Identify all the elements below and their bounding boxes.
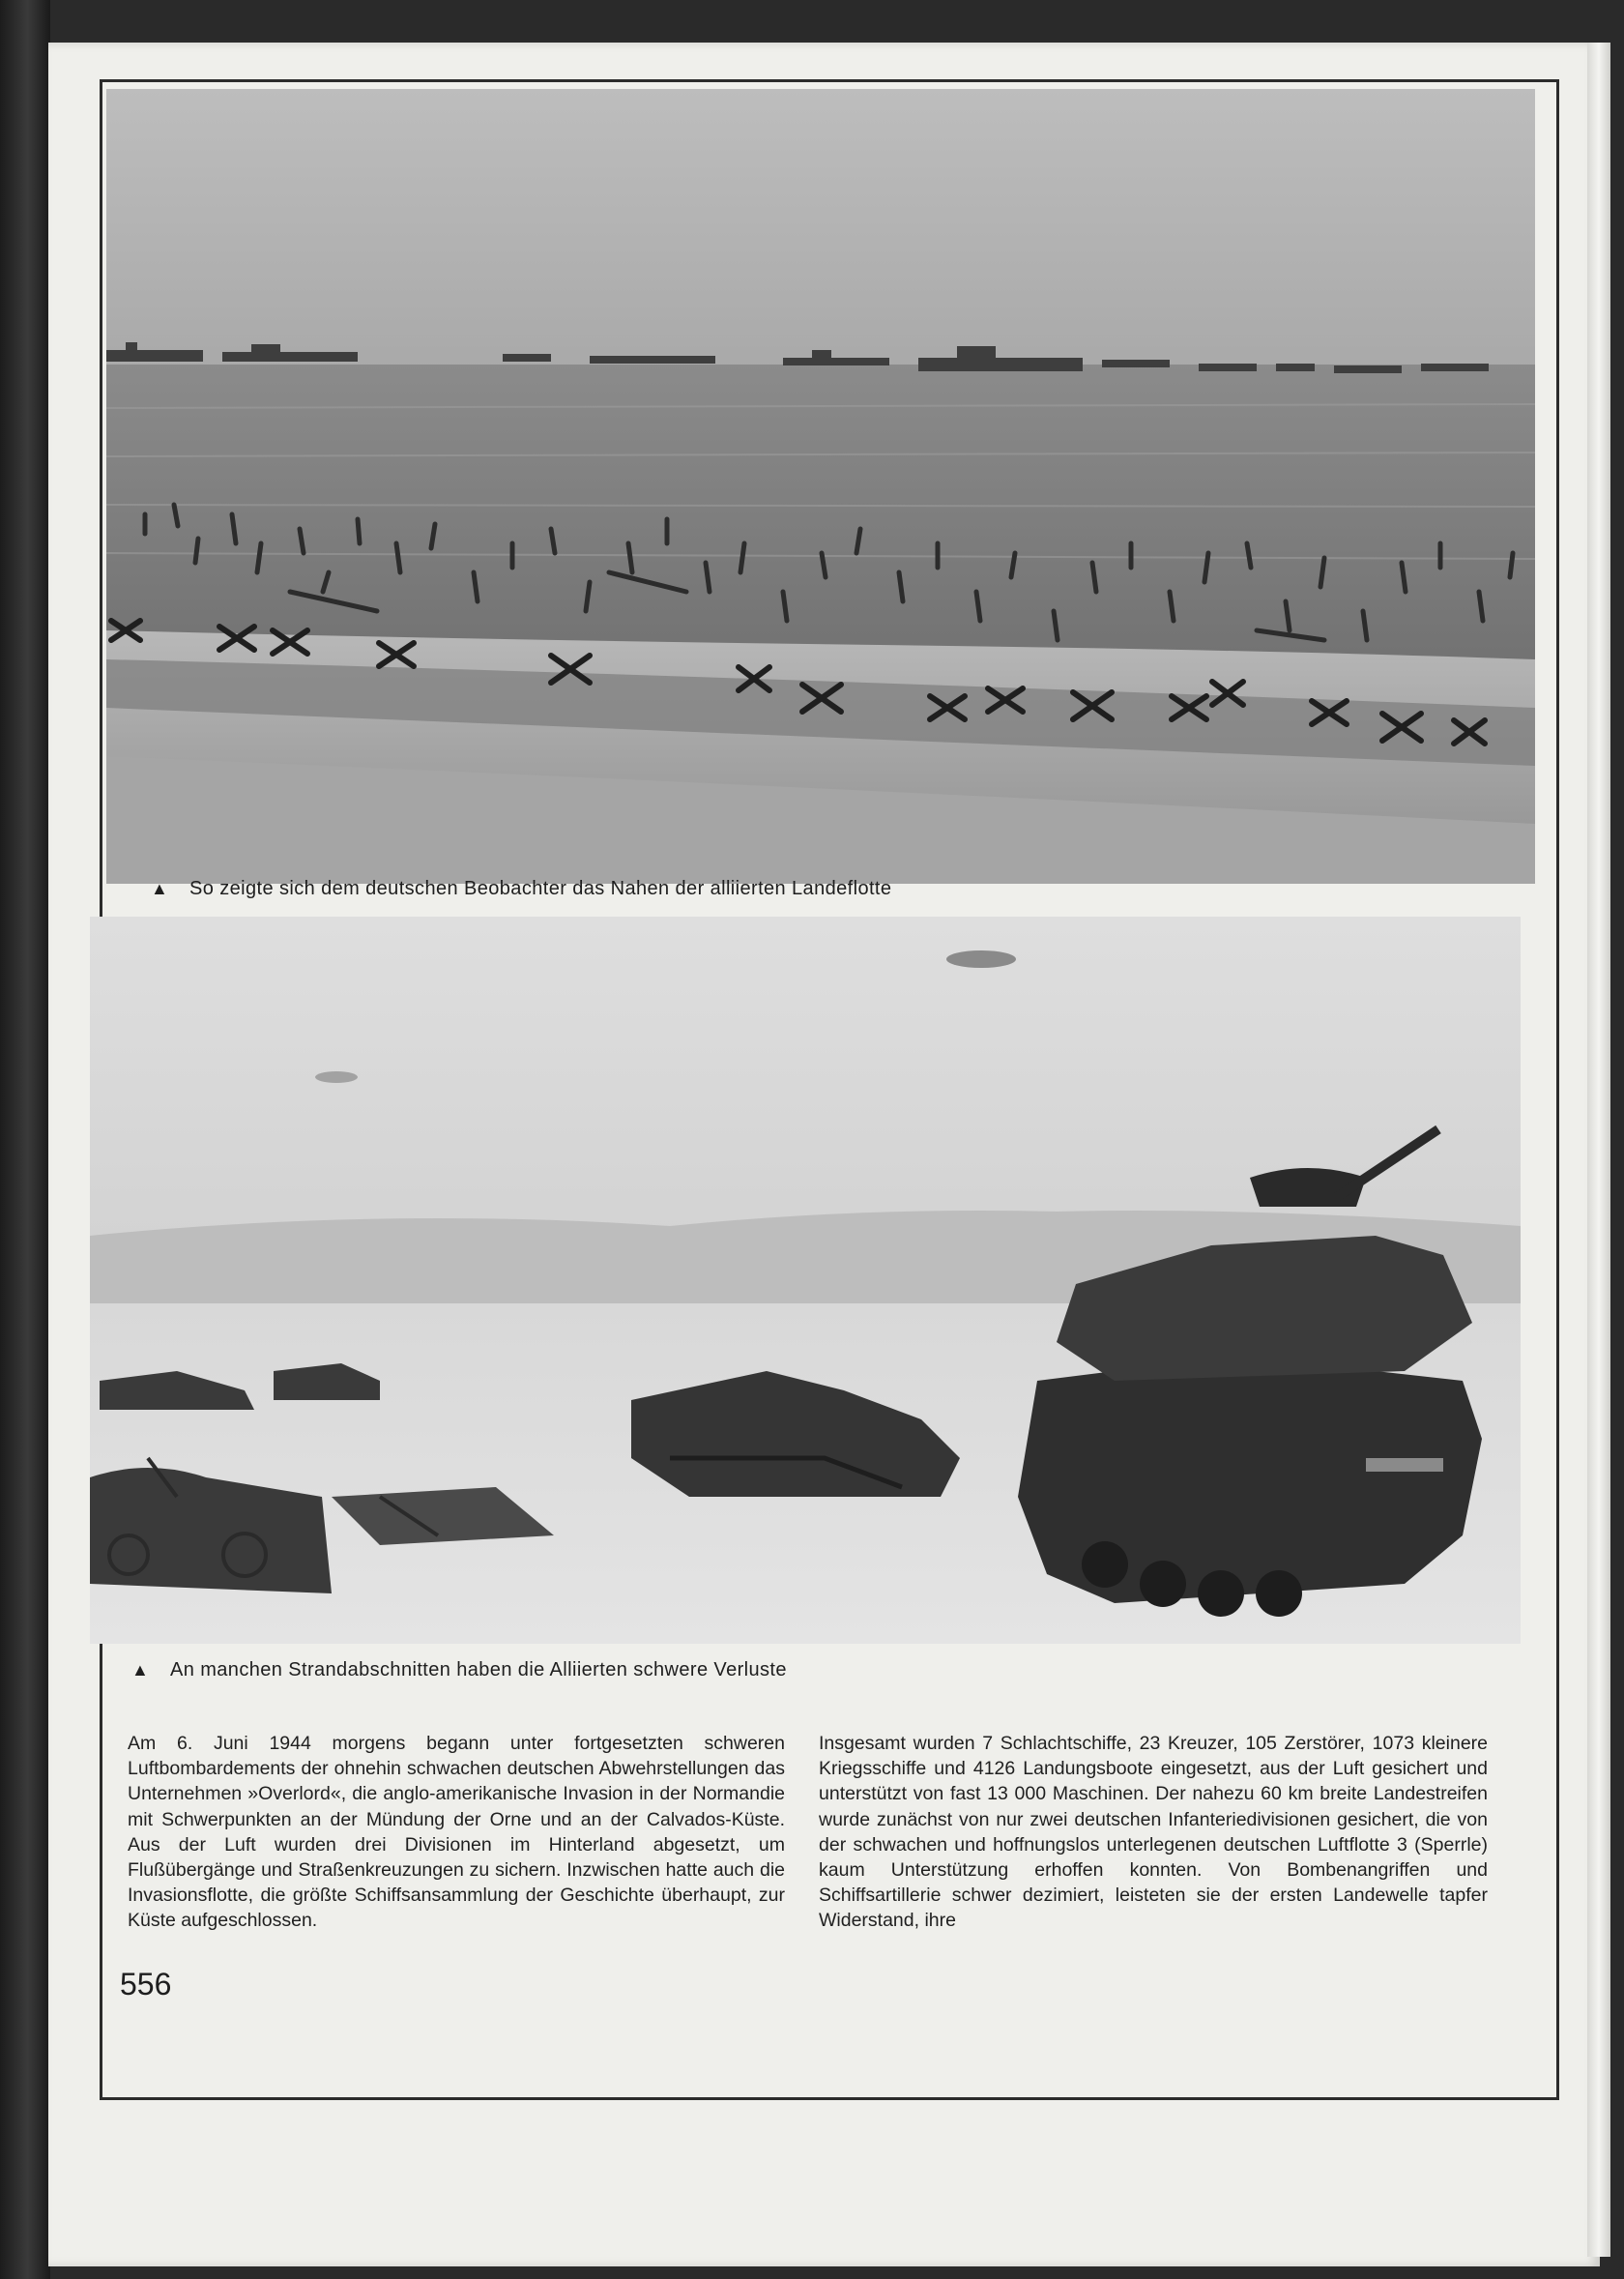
photo-caption-top bbox=[151, 878, 891, 900]
caption-marker: ▲ bbox=[131, 1660, 150, 1680]
photo-destroyed-tank-image bbox=[90, 917, 1521, 1644]
caption-text: An manchen Strandabschnitten haben die Alliierten schwere Verluste bbox=[170, 1659, 787, 1680]
sleeve-edge bbox=[1587, 43, 1610, 2257]
body-paragraph: Insgesamt wurden 7 Schlachtschiffe, 23 Kreuzer, 105 Zerstörer, 1073 kleinere Kriegsschiffe und 4126 Landungsboote eingesetzt, aus der Luft gesichert und unterstützt von fast 13 000 Maschinen. Der nahezu 60 km breite Landestreifen wurde zunächst von nur zwei deutschen Infanteriedivisionen gesichert, die von der schwachen und hoffnungslos unterlegenen deutschen Luftflotte 3 (Sperrle) kaum Unterstützung erhoffen konnten. Von Bombenangriffen und Schiffsartillerie schwer dezimiert, leisteten sie der ersten Landewelle tapfer Widerstand, ihre bbox=[819, 1733, 1488, 1932]
binder-edge bbox=[0, 0, 50, 2279]
page-number: 556 bbox=[120, 1967, 172, 2001]
photo-landing-fleet bbox=[106, 89, 1535, 884]
caption-marker: ▲ bbox=[151, 879, 169, 898]
photo-destroyed-tank bbox=[90, 917, 1521, 1644]
photo-landing-fleet-image bbox=[106, 89, 1535, 884]
caption-text: So zeigte sich dem deutschen Beobachter das Nahen der alliierten Landeflotte bbox=[189, 878, 892, 899]
body-paragraph: Am 6. Juni 1944 morgens begann unter fortgesetzten schweren Luftbombardements der ohnehin schwachen deutschen Abwehrstellungen das Unternehmen »Overlord«, die anglo-amerikanische Invasion in der Normandie mit Schwerpunkten an der Mündung der Orne und an der Calvados-Küste. Aus der Luft wurden drei Divisionen im Hinterland abgesetzt, um Flußübergänge und Straßenkreuzungen zu sichern. Inzwischen hatte auch die Invasionsflotte, die größte Schiffsansammlung der Geschichte überhaupt, zur Küste aufgeschlossen. bbox=[128, 1733, 785, 1932]
body-text-right-column bbox=[819, 1731, 1488, 1934]
body-text-left-column bbox=[128, 1731, 785, 1934]
photo-caption-bottom bbox=[131, 1659, 787, 1681]
